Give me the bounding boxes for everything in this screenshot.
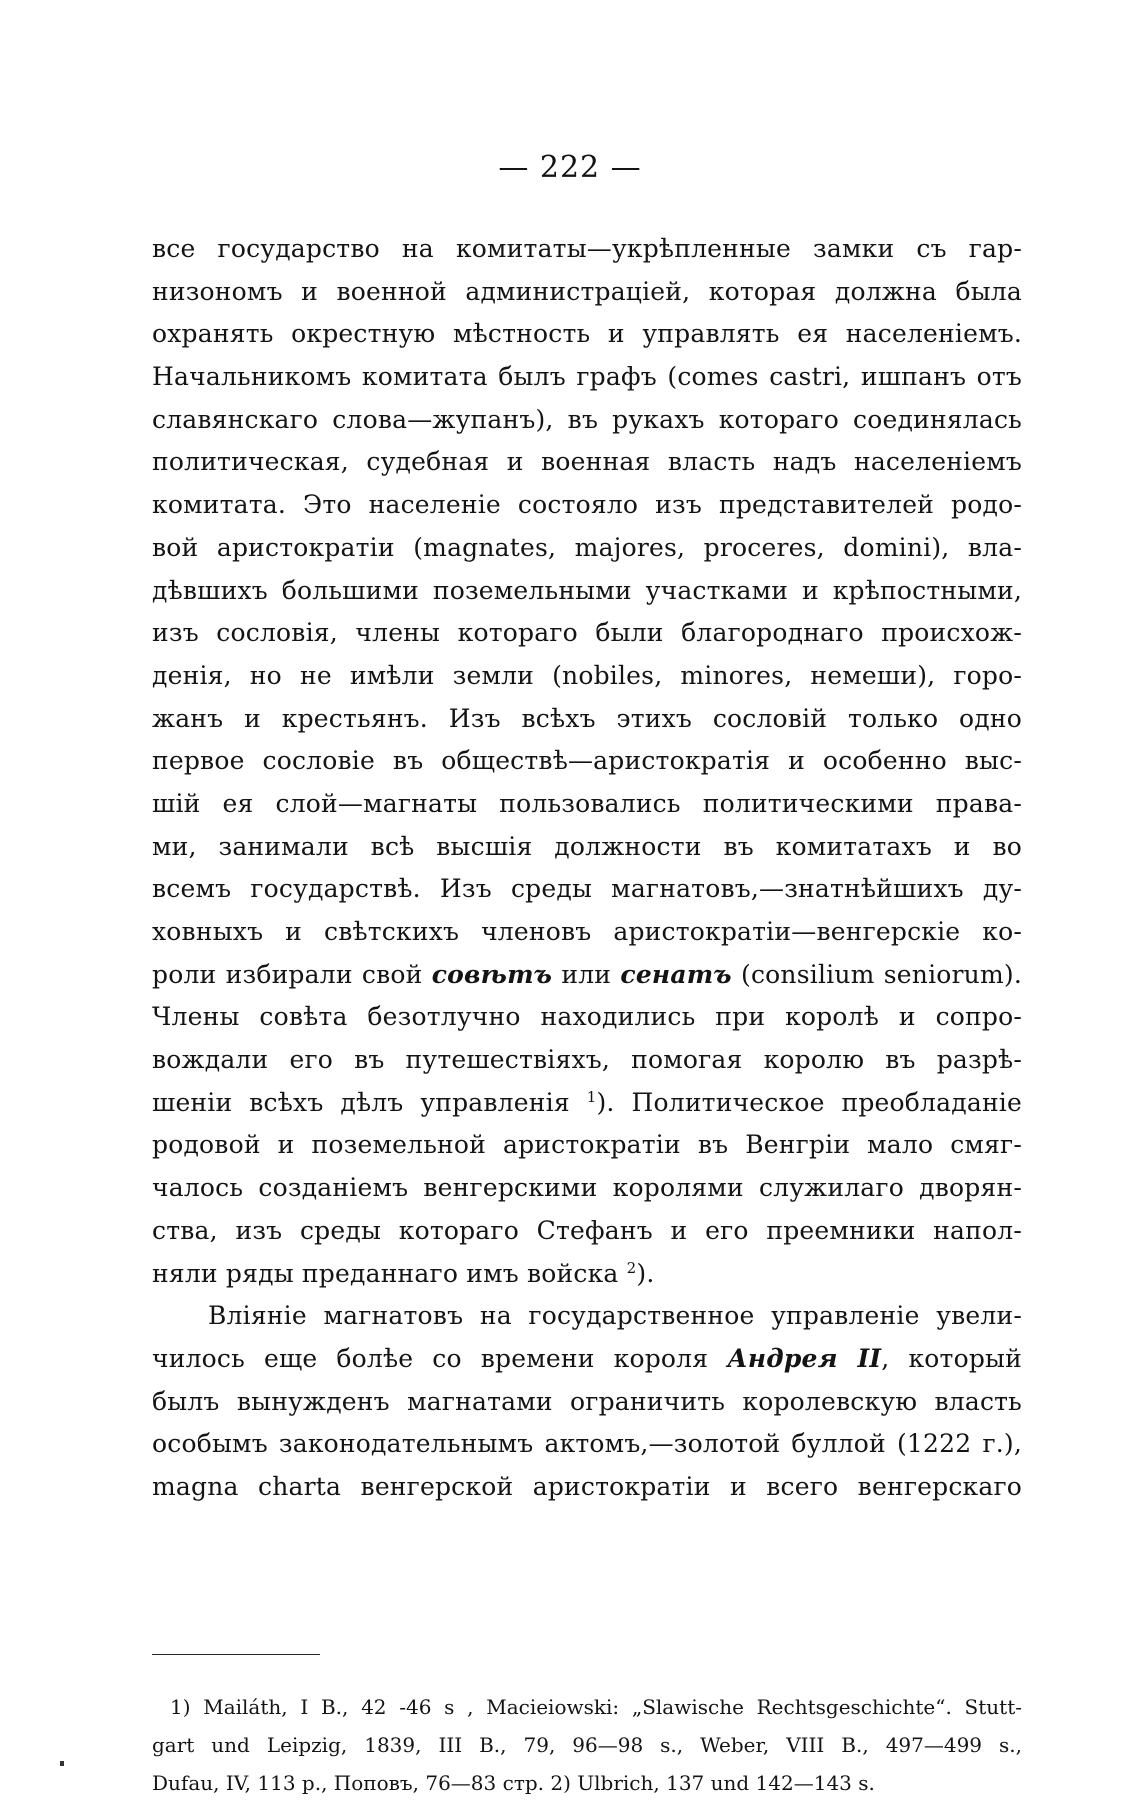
emphasis: Андрея II	[727, 1343, 882, 1373]
text-line: дѣвшихъ большими поземельными участками и крѣпостными,	[152, 575, 1022, 605]
footnotes	[152, 1688, 1022, 1802]
text-line: няли ряды преданнаго имъ войска $^2$).	[152, 1258, 655, 1288]
text-line: родовой и поземельной аристократіи въ Венгріи мало смяг-	[152, 1130, 1022, 1160]
footnote-divider	[152, 1654, 320, 1655]
text-line: изъ сословія, члены котораго были благороднаго происхож-	[152, 618, 1022, 648]
text-line: чалось созданіемъ венгерскими королями служилаго дворян-	[152, 1173, 1022, 1203]
footnote-line: gart und Leipzig, 1839, III B., 79, 96—98 s., Weber, VIII B., 497—499 s.,	[152, 1733, 1022, 1757]
page-number: — 222 —	[498, 150, 642, 185]
text-line: Члены совѣта безотлучно находились при королѣ и сопро-	[152, 1002, 1022, 1032]
text-line: былъ вынужденъ магнатами ограничить королевскую власть	[152, 1386, 1022, 1416]
text-line: magna charta венгерской аристократіи и всего венгерскаго	[152, 1471, 1022, 1501]
paragraph-first-line: Вліяніе магнатовъ на государственное управленіе увели-	[208, 1301, 1022, 1331]
text-line: ми, занимали всѣ высшія должности въ комитатахъ и во	[152, 831, 1022, 861]
text-line: особымъ законодательнымъ актомъ,—золотой буллой (1222 г.),	[152, 1429, 1022, 1459]
text-line: шеніи всѣхъ дѣлъ управленія $^1$). Политическое преобладаніе	[152, 1087, 1022, 1117]
scan-speck	[60, 1761, 64, 1766]
text-line: роли избирали свой совѣтъ или сенатъ (consilium seniorum).	[152, 959, 1022, 989]
text-line: низономъ и военной администраціей, которая должна была	[152, 276, 1022, 306]
text-line: комитата. Это населеніе состояло изъ представителей родо-	[152, 490, 1022, 520]
text-line: денія, но не имѣли земли (nobiles, minores, немеши), горо-	[152, 660, 1022, 690]
text-line: все государство на комитаты—укрѣпленные замки съ гар-	[152, 234, 1022, 263]
text-line: вой аристократіи (magnates, majores, proceres, domini), вла-	[152, 532, 1022, 562]
text-line: первое сословіе въ обществѣ—аристократія и особенно выс-	[152, 746, 1022, 776]
text-line: вождали его въ путешествіяхъ, помогая королю въ разрѣ-	[152, 1045, 1022, 1075]
text-line: охранять окрестную мѣстность и управлять ея населеніемъ.	[152, 319, 1022, 349]
emphasis: совѣтъ	[431, 959, 553, 989]
emphasis: сенатъ	[620, 959, 732, 989]
text-line: ховныхъ и свѣтскихъ членовъ аристократіи—венгерскіе ко-	[152, 917, 1022, 946]
text-line: шій ея слой—магнаты пользовались политическими права-	[152, 788, 1022, 818]
body-text	[152, 228, 1022, 1509]
footnote-line: 1) Mailáth, I B., 42 -46 s , Macieiowski: „Slawische Rechtsgeschichte“. Stutt-	[170, 1695, 1022, 1719]
text-line: славянскаго слова—жупанъ), въ рукахъ котораго соединялась	[152, 404, 1022, 434]
footnote-ref: 2	[626, 1258, 637, 1277]
footnote-ref: 1	[586, 1087, 597, 1106]
footnote-line: Dufau, IV, 113 p., Поповъ, 76—83 стр. 2) Ulbrich, 137 und 142—143 s.	[152, 1771, 875, 1795]
text-line: ства, изъ среды котораго Стефанъ и его преемники напол-	[152, 1215, 1022, 1245]
text-line: жанъ и крестьянъ. Изъ всѣхъ этихъ сословій только одно	[152, 703, 1022, 733]
text-line: Начальникомъ комитата былъ графъ (comes castri, ишпанъ отъ	[152, 362, 1022, 392]
text-line: всемъ государствѣ. Изъ среды магнатовъ,—знатнѣйшихъ ду-	[152, 874, 1022, 904]
text-line: чилось еще болѣе со времени короля Андрея II, который	[152, 1343, 1022, 1373]
text-line: политическая, судебная и военная власть надъ населеніемъ	[152, 447, 1022, 477]
